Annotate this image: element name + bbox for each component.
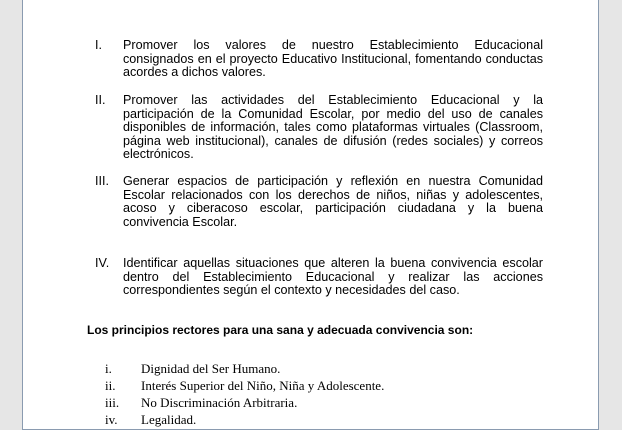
objective-number: I.	[95, 38, 102, 52]
principle-number: i.	[105, 361, 112, 376]
principle-text: No Discriminación Arbitraria.	[141, 395, 298, 410]
objective-text: Promover las actividades del Establecimiento Educacional y la participación de la Comunidad Escolar, por medio del uso de canales disponibles de información, tales como plataformas virtuales (Classroom, página web institucional), canales de difusión (redes sociales) y correos electrónicos.	[123, 93, 543, 162]
objective-number: II.	[95, 93, 106, 107]
principle-number: iii.	[105, 395, 120, 410]
objective-number: IV.	[95, 256, 110, 270]
principle-number: ii.	[105, 378, 116, 393]
principle-text: Dignidad del Ser Humano.	[141, 361, 281, 376]
principles-title: Los principios rectores para una sana y adecuada convivencia son:	[87, 323, 474, 337]
objective-text: Generar espacios de participación y reflexión en nuestra Comunidad Escolar relacionados con los derechos de niños, niñas y adolescentes, acoso y ciberacoso escolar, participación ciudadana y la buena convivencia Escolar.	[123, 174, 543, 229]
objective-number: III.	[95, 174, 109, 188]
principle-number: iv.	[105, 412, 118, 427]
objective-text: Promover los valores de nuestro Establecimiento Educacional consignados en el proyecto Educativo Institucional, fomentando conductas acordes a dichos valores.	[123, 38, 543, 80]
principle-text: Legalidad.	[141, 412, 197, 427]
objective-text: Identificar aquellas situaciones que alteren la buena convivencia escolar dentro del Establecimiento Educacional y realizar las acciones correspondientes según el contexto y necesidades del caso.	[123, 256, 543, 298]
principle-text: Interés Superior del Niño, Niña y Adolescente.	[141, 378, 385, 393]
document-page	[22, 0, 599, 430]
